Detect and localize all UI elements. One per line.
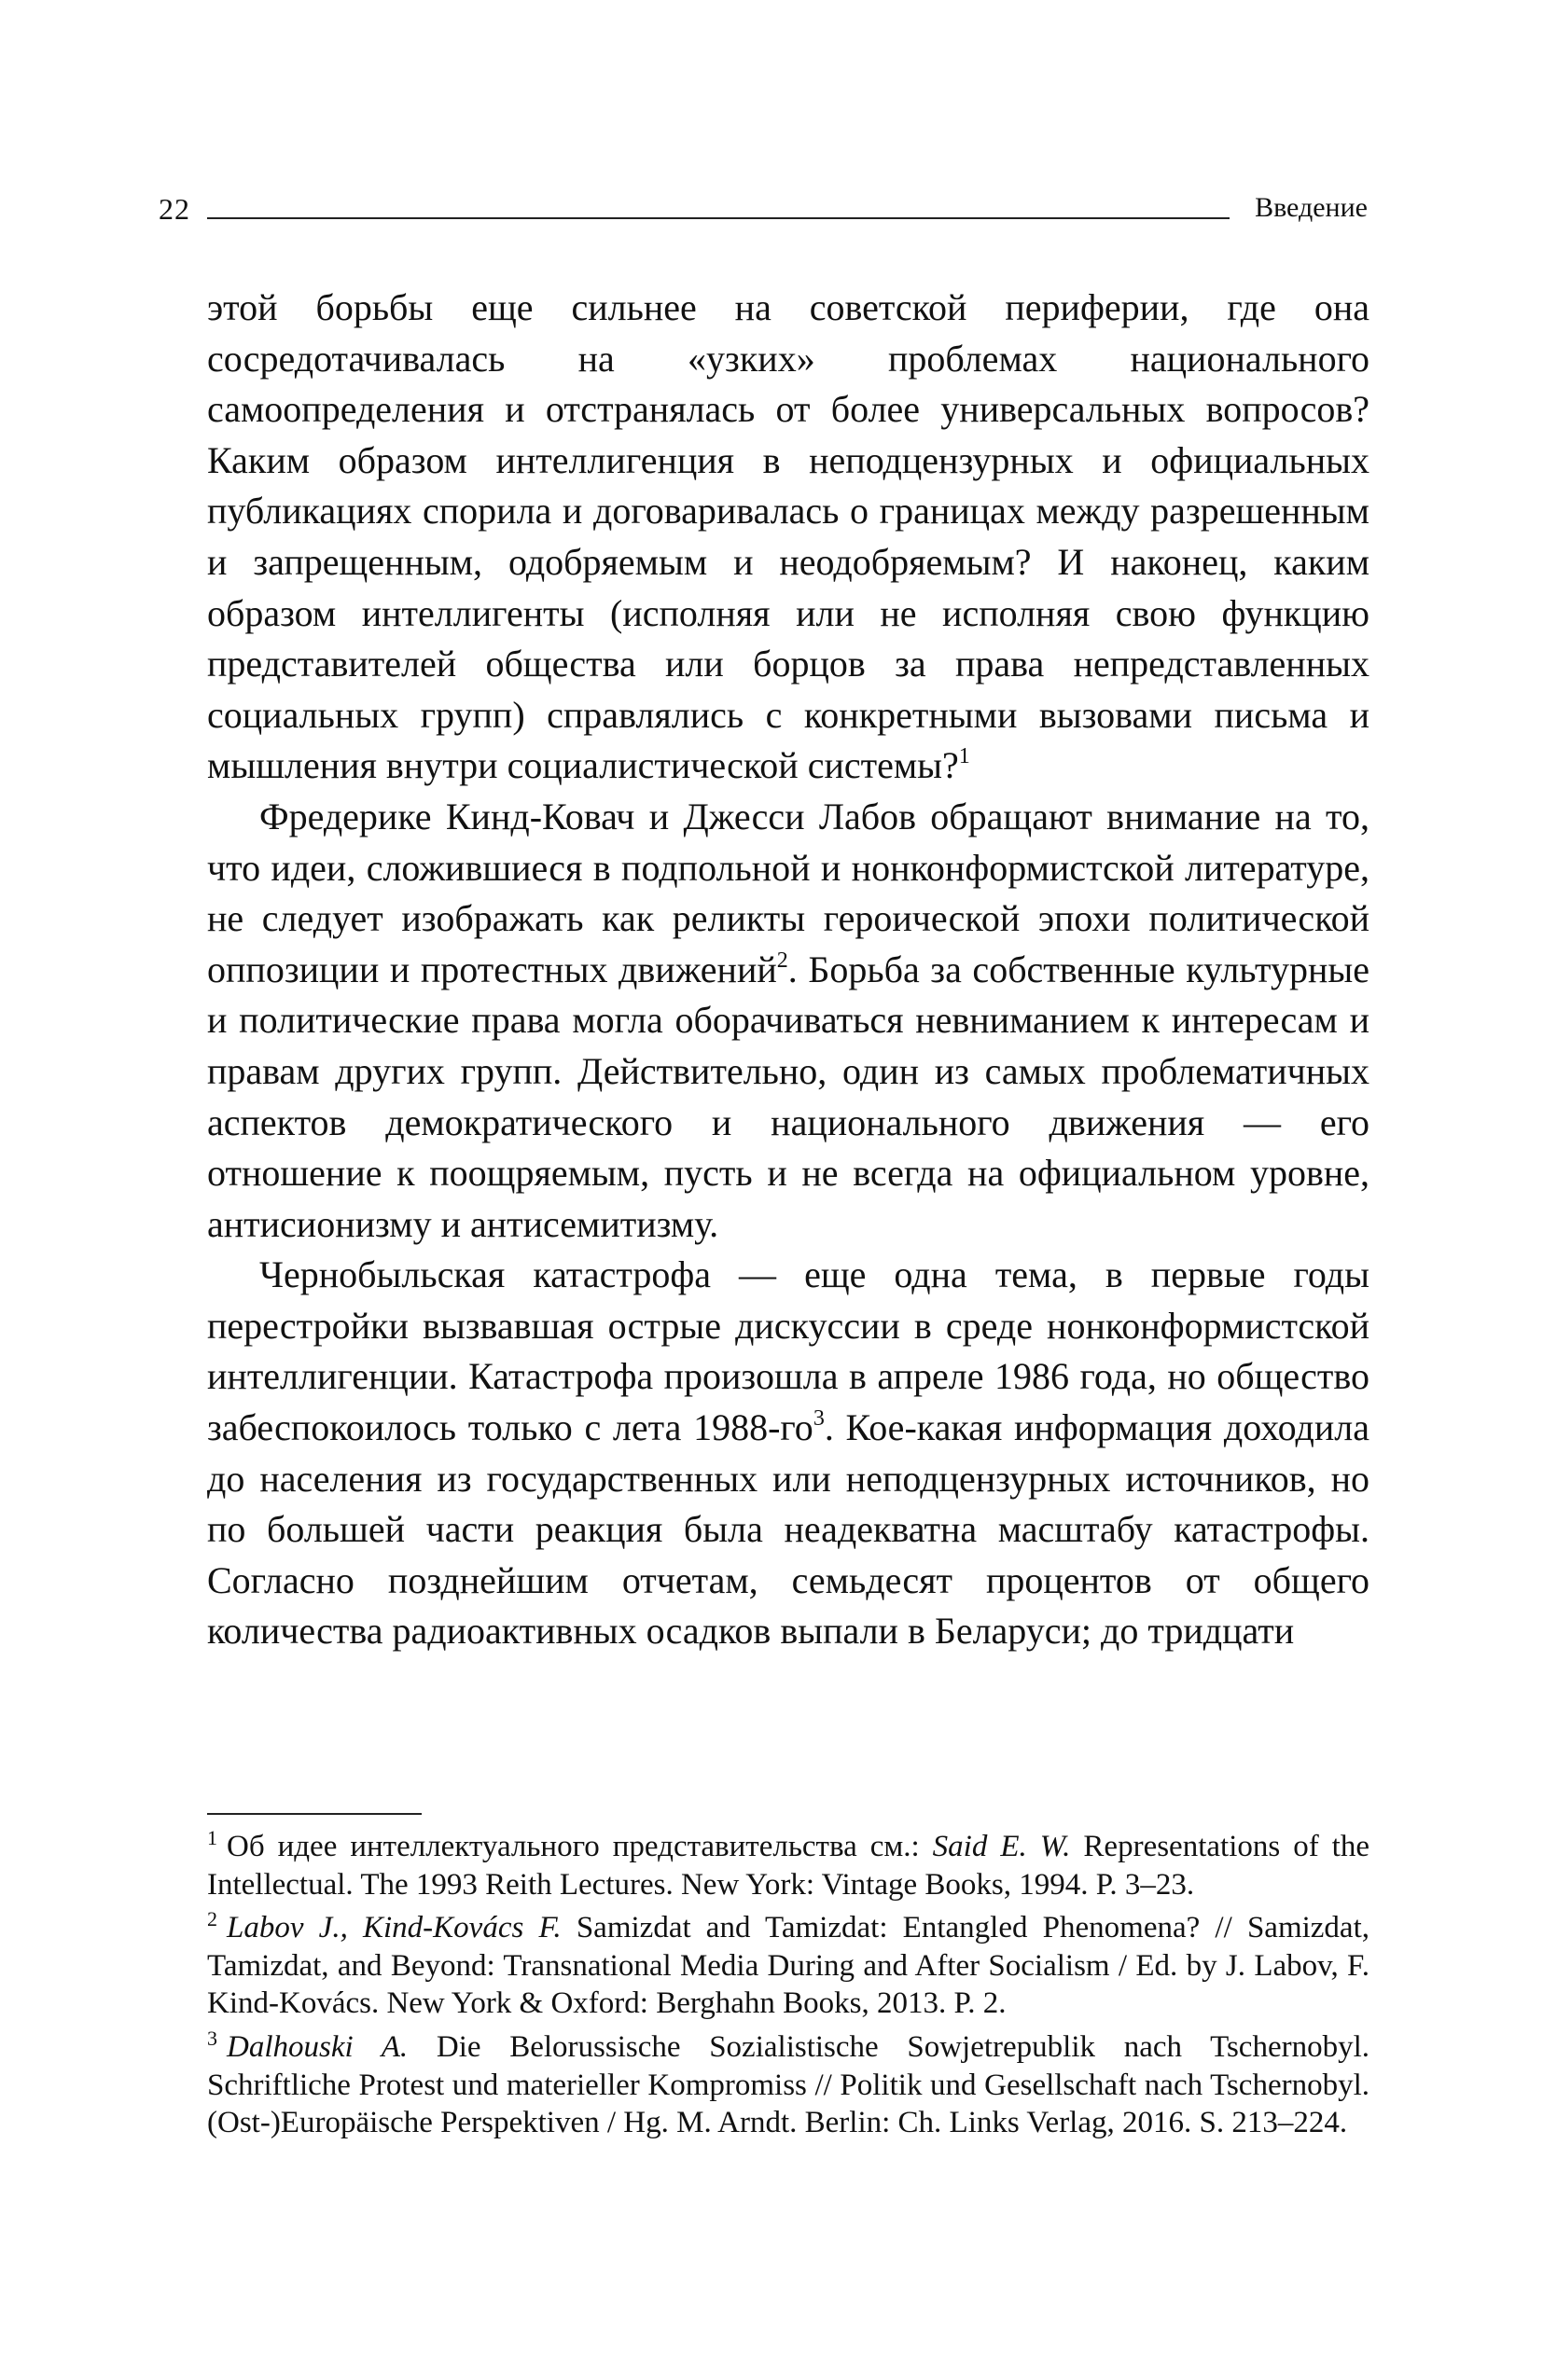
footnote-ref-1: 1 <box>958 744 970 769</box>
footnote-2-rest: Samizdat and Tamizdat: Entangled Phenomena? // Samizdat, Tamizdat, and Beyond: Transnational Media During and After Socialism / Ed. by J. Labov, F. Kind-Kovács. New York & Oxford: Berghahn Books, 2013. P. 2. <box>207 1911 1369 2021</box>
running-head <box>159 187 1368 233</box>
footnote-rule <box>207 1813 422 1815</box>
footnote-ref-3: 3 <box>813 1406 825 1432</box>
page-number: 22 <box>159 192 190 226</box>
footnote-2 <box>207 1909 1369 2023</box>
footnote-3-author: Dalhouski A. <box>227 2029 409 2064</box>
footnote-1-author: Said E. W. <box>932 1830 1071 1863</box>
paragraph-3-text-a: Чернобыльская катастрофа — еще одна тема, в первые годы перестройки вызвавшая острые дискуссии в среде нонконформистской интеллигенции. Катастрофа произошла в апреле 1986 года, но общество забеспокоилось только с лета 1988-го <box>207 1253 1369 1449</box>
footnote-1-prefix: Об идее интеллектуального представительства см.: <box>227 1830 933 1863</box>
footnote-3 <box>207 2028 1369 2142</box>
footnote-1 <box>207 1828 1369 1903</box>
paragraph-2 <box>207 792 1369 1250</box>
footnote-ref-2: 2 <box>776 948 788 973</box>
footnote-3-rest: Die Belorussische Sozialistische Sowjetrepublik nach Tschernobyl. Schriftliche Protest und materieller Kompromiss // Politik und Gesellschaft nach Tschernobyl. (Ost-)Europäische Perspektiven / Hg. M. Arndt. Berlin: Ch. Links Verlag, 2016. S. 213–224. <box>207 2029 1369 2140</box>
footnotes <box>207 1828 1369 2148</box>
paragraph-3-text-b: . Кое-какая информация доходила до населения из государственных или неподцензурных источников, но по большей части реакция была неадекватна масштабу катастрофы. Согласно позднейшим отчетам, семьдесят процентов от общего количества радиоактивных осадков выпали в Беларуси; до тридцати <box>207 1406 1370 1653</box>
footnote-1-rest: Representations of the Intellectual. The 1993 Reith Lectures. New York: Vintage Books, 1994. P. 3–23. <box>207 1830 1369 1902</box>
header-rule <box>207 217 1230 219</box>
footnote-3-number: 3 <box>207 2026 217 2050</box>
main-text <box>207 283 1369 1657</box>
paragraph-2-text-a: Фредерике Кинд-Ковач и Джесси Лабов обращают внимание на то, что идеи, сложившиеся в подпольной и нонконформистской литературе, не следует изображать как реликты героической эпохи политической оппозиции и протестных движений <box>207 795 1369 990</box>
paragraph-1-text: этой борьбы еще сильнее на советской периферии, где она сосредотачивалась на «узких» проблемах национального самоопределения и отстранялась от более универсальных вопросов? Каким образом интеллигенция в неподцензурных и официальных публикациях спорила и договаривалась о границах между разрешенным и запрещенным, одобряемым и неодобряемым? И наконец, каким образом интеллигенты (исполняя или не исполняя свою функцию представителей общества или борцов за права непредставленных социальных групп) справлялись с конкретными вызовами письма и мышления внутри социалистической системы? <box>207 286 1369 787</box>
paragraph-3 <box>207 1250 1369 1657</box>
footnote-2-author: Labov J., Kind-Kovács F. <box>227 1911 562 1945</box>
footnote-1-number: 1 <box>207 1826 217 1849</box>
section-title: Введение <box>1255 192 1368 223</box>
paragraph-2-text-b: . Борьба за собственные культурные и политические права могла оборачиваться невниманием к интересам и правам других групп. Действительно, один из самых проблематичных аспектов демократического и национального движения — его отношение к поощряемым, пусть и не всегда на официальном уровне, антисионизму и антисемитизму. <box>207 948 1369 1245</box>
paragraph-1 <box>207 283 1369 792</box>
footnote-2-number: 2 <box>207 1907 217 1931</box>
